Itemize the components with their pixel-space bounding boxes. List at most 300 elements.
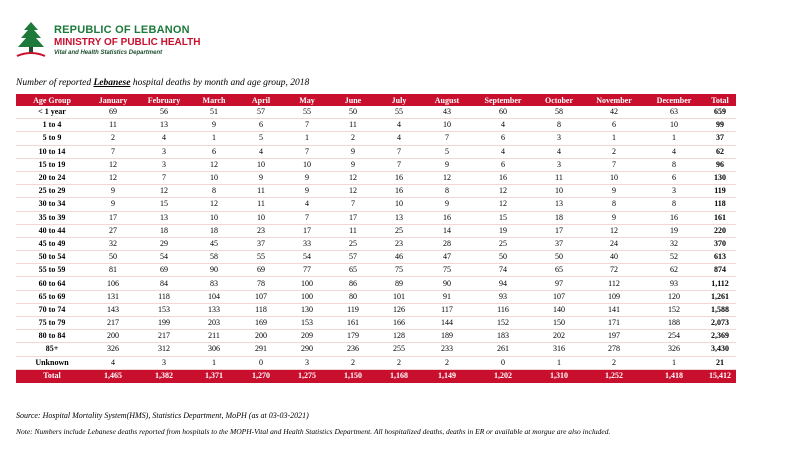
- total-cell: 1,465: [88, 369, 138, 383]
- table-cell: 25: [376, 224, 422, 237]
- table-cell: 9: [88, 185, 138, 198]
- table-row: [16, 119, 736, 132]
- table-cell: 10: [644, 119, 704, 132]
- table-cell: 5: [238, 132, 284, 145]
- table-cell: 104: [190, 290, 238, 303]
- table-cell: 89: [376, 277, 422, 290]
- table-cell: 12: [472, 185, 534, 198]
- age-group-cell: 45 to 49: [16, 237, 88, 250]
- table-cell: 143: [88, 303, 138, 316]
- table-cell: 50: [330, 106, 376, 119]
- table-cell: 12: [88, 171, 138, 184]
- total-cell: 1,275: [284, 369, 330, 383]
- table-cell: 80: [330, 290, 376, 303]
- table-cell: 316: [534, 343, 584, 356]
- table-cell: 200: [238, 330, 284, 343]
- table-cell: 141: [584, 303, 644, 316]
- total-cell: 1,310: [534, 369, 584, 383]
- table-cell: 14: [422, 224, 472, 237]
- table-row: [16, 251, 736, 264]
- total-cell: 15,412: [704, 369, 736, 383]
- table-cell: 24: [584, 237, 644, 250]
- source-note: Source: Hospital Mortality System(HMS), Statistics Department, MoPH (as at 03-03-2021): [16, 411, 309, 420]
- table-cell: 7: [330, 198, 376, 211]
- table-cell: 47: [422, 251, 472, 264]
- age-group-cell: 1 to 4: [16, 119, 88, 132]
- table-cell: 32: [644, 237, 704, 250]
- row-total-cell: 21: [704, 356, 736, 369]
- table-cell: 1: [584, 132, 644, 145]
- table-row: [16, 290, 736, 303]
- table-cell: 77: [284, 264, 330, 277]
- table-cell: 75: [376, 264, 422, 277]
- table-cell: 9: [422, 158, 472, 171]
- column-header: August: [422, 94, 472, 106]
- table-cell: 6: [584, 119, 644, 132]
- table-cell: 3: [138, 145, 190, 158]
- table-cell: 15: [472, 211, 534, 224]
- table-cell: 46: [376, 251, 422, 264]
- table-cell: 7: [422, 132, 472, 145]
- table-cell: 13: [376, 211, 422, 224]
- table-cell: 152: [472, 317, 534, 330]
- table-cell: 4: [138, 132, 190, 145]
- table-cell: 12: [88, 158, 138, 171]
- age-group-cell: < 1 year: [16, 106, 88, 119]
- table-cell: 90: [190, 264, 238, 277]
- table-cell: 7: [284, 211, 330, 224]
- table-cell: 12: [330, 185, 376, 198]
- age-group-cell: 85+: [16, 343, 88, 356]
- table-cell: 9: [284, 171, 330, 184]
- table-cell: 16: [472, 171, 534, 184]
- table-cell: 57: [330, 251, 376, 264]
- table-cell: 12: [584, 224, 644, 237]
- total-cell: 1,418: [644, 369, 704, 383]
- table-cell: 3: [284, 356, 330, 369]
- table-cell: 203: [190, 317, 238, 330]
- column-header: November: [584, 94, 644, 106]
- table-cell: 107: [238, 290, 284, 303]
- table-cell: 7: [284, 119, 330, 132]
- table-row: [16, 132, 736, 145]
- age-group-cell: 20 to 24: [16, 171, 88, 184]
- table-cell: 50: [88, 251, 138, 264]
- table-cell: 11: [330, 224, 376, 237]
- table-cell: 233: [422, 343, 472, 356]
- column-header: March: [190, 94, 238, 106]
- table-row: [16, 277, 736, 290]
- table-cell: 12: [472, 198, 534, 211]
- column-header: April: [238, 94, 284, 106]
- table-cell: 150: [534, 317, 584, 330]
- table-cell: 183: [472, 330, 534, 343]
- table-cell: 3: [534, 132, 584, 145]
- column-header: June: [330, 94, 376, 106]
- table-row: [16, 198, 736, 211]
- table-cell: 37: [238, 237, 284, 250]
- total-label-cell: Total: [16, 369, 88, 383]
- age-group-cell: 65 to 69: [16, 290, 88, 303]
- table-cell: 101: [376, 290, 422, 303]
- table-cell: 7: [376, 158, 422, 171]
- column-header: October: [534, 94, 584, 106]
- table-cell: 7: [376, 145, 422, 158]
- table-cell: 1: [190, 132, 238, 145]
- table-cell: 290: [284, 343, 330, 356]
- age-group-cell: 70 to 74: [16, 303, 88, 316]
- table-row: [16, 303, 736, 316]
- table-cell: 58: [534, 106, 584, 119]
- table-cell: 109: [584, 290, 644, 303]
- table-cell: 236: [330, 343, 376, 356]
- table-cell: 62: [644, 264, 704, 277]
- table-cell: 116: [472, 303, 534, 316]
- table-cell: 15: [138, 198, 190, 211]
- table-cell: 2: [584, 145, 644, 158]
- table-cell: 12: [190, 158, 238, 171]
- table-cell: 0: [238, 356, 284, 369]
- title-suffix: hospital deaths by month and age group, 2018: [130, 78, 310, 88]
- table-cell: 199: [138, 317, 190, 330]
- table-cell: 188: [644, 317, 704, 330]
- table-cell: 152: [644, 303, 704, 316]
- table-cell: 2: [422, 356, 472, 369]
- table-cell: 58: [190, 251, 238, 264]
- table-cell: 10: [238, 158, 284, 171]
- table-row: [16, 171, 736, 184]
- table-cell: 2: [376, 356, 422, 369]
- table-cell: 3: [138, 158, 190, 171]
- table-cell: 16: [644, 211, 704, 224]
- table-cell: 7: [284, 145, 330, 158]
- table-cell: 130: [284, 303, 330, 316]
- age-group-cell: 5 to 9: [16, 132, 88, 145]
- table-cell: 211: [190, 330, 238, 343]
- column-header: September: [472, 94, 534, 106]
- column-header: December: [644, 94, 704, 106]
- table-row: [16, 145, 736, 158]
- table-cell: 200: [88, 330, 138, 343]
- row-total-cell: 161: [704, 211, 736, 224]
- table-cell: 55: [376, 106, 422, 119]
- table-cell: 153: [284, 317, 330, 330]
- column-header: February: [138, 94, 190, 106]
- table-cell: 2: [330, 132, 376, 145]
- table-cell: 11: [330, 119, 376, 132]
- total-cell: 1,252: [584, 369, 644, 383]
- table-cell: 93: [644, 277, 704, 290]
- column-header: May: [284, 94, 330, 106]
- table-cell: 37: [534, 237, 584, 250]
- table-cell: 144: [422, 317, 472, 330]
- total-cell: 1,149: [422, 369, 472, 383]
- row-total-cell: 220: [704, 224, 736, 237]
- table-cell: 4: [238, 145, 284, 158]
- table-cell: 131: [88, 290, 138, 303]
- table-cell: 278: [584, 343, 644, 356]
- table-cell: 326: [644, 343, 704, 356]
- table-cell: 83: [190, 277, 238, 290]
- table-cell: 7: [138, 171, 190, 184]
- table-cell: 119: [330, 303, 376, 316]
- table-cell: 11: [534, 171, 584, 184]
- table-cell: 6: [472, 132, 534, 145]
- table-cell: 69: [88, 106, 138, 119]
- row-total-cell: 96: [704, 158, 736, 171]
- table-cell: 40: [584, 251, 644, 264]
- total-cell: 1,150: [330, 369, 376, 383]
- table-row: [16, 211, 736, 224]
- table-cell: 2: [88, 132, 138, 145]
- age-group-cell: 40 to 44: [16, 224, 88, 237]
- table-cell: 153: [138, 303, 190, 316]
- table-cell: 17: [88, 211, 138, 224]
- table-cell: 9: [88, 198, 138, 211]
- table-cell: 128: [376, 330, 422, 343]
- table-cell: 106: [88, 277, 138, 290]
- table-cell: 2: [584, 356, 644, 369]
- table-cell: 28: [422, 237, 472, 250]
- deaths-table: [16, 94, 736, 383]
- age-group-cell: 75 to 79: [16, 317, 88, 330]
- table-cell: 17: [284, 224, 330, 237]
- total-cell: 1,371: [190, 369, 238, 383]
- column-header: January: [88, 94, 138, 106]
- table-row: [16, 224, 736, 237]
- table-cell: 17: [330, 211, 376, 224]
- table-cell: 12: [330, 171, 376, 184]
- table-cell: 55: [238, 251, 284, 264]
- table-cell: 117: [422, 303, 472, 316]
- table-cell: 1: [534, 356, 584, 369]
- table-cell: 13: [138, 119, 190, 132]
- table-cell: 4: [472, 145, 534, 158]
- table-cell: 13: [534, 198, 584, 211]
- table-cell: 306: [190, 343, 238, 356]
- table-cell: 100: [284, 290, 330, 303]
- table-cell: 65: [534, 264, 584, 277]
- org-line-ministry: MINISTRY OF PUBLIC HEALTH: [54, 36, 201, 48]
- row-total-cell: 1,588: [704, 303, 736, 316]
- column-header: Total: [704, 94, 736, 106]
- table-cell: 55: [284, 106, 330, 119]
- table-cell: 0: [472, 356, 534, 369]
- table-cell: 91: [422, 290, 472, 303]
- table-cell: 6: [472, 158, 534, 171]
- table-cell: 90: [422, 277, 472, 290]
- total-cell: 1,270: [238, 369, 284, 383]
- table-cell: 57: [238, 106, 284, 119]
- column-header: Age Group: [16, 94, 88, 106]
- table-cell: 3: [138, 356, 190, 369]
- table-cell: 25: [330, 237, 376, 250]
- table-cell: 10: [376, 198, 422, 211]
- row-total-cell: 370: [704, 237, 736, 250]
- table-cell: 1: [190, 356, 238, 369]
- table-cell: 4: [376, 119, 422, 132]
- age-group-cell: 35 to 39: [16, 211, 88, 224]
- table-cell: 18: [138, 224, 190, 237]
- table-cell: 171: [584, 317, 644, 330]
- table-cell: 10: [190, 211, 238, 224]
- table-cell: 120: [644, 290, 704, 303]
- table-cell: 9: [284, 185, 330, 198]
- table-row: [16, 264, 736, 277]
- age-group-cell: Unknown: [16, 356, 88, 369]
- table-cell: 16: [422, 211, 472, 224]
- table-cell: 10: [190, 171, 238, 184]
- table-cell: 78: [238, 277, 284, 290]
- table-row: [16, 158, 736, 171]
- table-cell: 202: [534, 330, 584, 343]
- age-group-cell: 55 to 59: [16, 264, 88, 277]
- table-cell: 291: [238, 343, 284, 356]
- table-row: [16, 237, 736, 250]
- table-cell: 81: [88, 264, 138, 277]
- org-line-department: Vital and Health Statistics Department: [54, 49, 163, 56]
- table-cell: 118: [238, 303, 284, 316]
- table-cell: 1: [644, 356, 704, 369]
- table-cell: 50: [472, 251, 534, 264]
- table-row: [16, 106, 736, 119]
- table-cell: 52: [644, 251, 704, 264]
- table-cell: 72: [584, 264, 644, 277]
- table-cell: 8: [190, 185, 238, 198]
- table-cell: 97: [534, 277, 584, 290]
- table-cell: 8: [534, 119, 584, 132]
- age-group-cell: 50 to 54: [16, 251, 88, 264]
- row-total-cell: 118: [704, 198, 736, 211]
- table-cell: 7: [88, 145, 138, 158]
- table-cell: 11: [238, 185, 284, 198]
- table-cell: 118: [138, 290, 190, 303]
- table-cell: 1: [644, 132, 704, 145]
- table-row: [16, 356, 736, 369]
- table-cell: 8: [644, 198, 704, 211]
- table-row: [16, 343, 736, 356]
- table-cell: 254: [644, 330, 704, 343]
- ministry-header: [14, 16, 200, 64]
- table-cell: 9: [584, 185, 644, 198]
- table-cell: 326: [88, 343, 138, 356]
- table-cell: 33: [284, 237, 330, 250]
- table-cell: 69: [238, 264, 284, 277]
- table-cell: 32: [88, 237, 138, 250]
- table-cell: 9: [422, 198, 472, 211]
- table-cell: 18: [534, 211, 584, 224]
- table-cell: 60: [472, 106, 534, 119]
- table-cell: 9: [330, 145, 376, 158]
- org-line-republic: REPUBLIC OF LEBANON: [54, 23, 190, 36]
- title-prefix: Number of reported: [16, 78, 94, 88]
- table-cell: 12: [190, 198, 238, 211]
- age-group-cell: 25 to 29: [16, 185, 88, 198]
- table-title: [16, 78, 309, 88]
- table-cell: 189: [422, 330, 472, 343]
- table-cell: 169: [238, 317, 284, 330]
- table-cell: 8: [584, 198, 644, 211]
- age-group-cell: 80 to 84: [16, 330, 88, 343]
- table-cell: 4: [88, 356, 138, 369]
- table-cell: 13: [138, 211, 190, 224]
- table-cell: 29: [138, 237, 190, 250]
- row-total-cell: 99: [704, 119, 736, 132]
- table-cell: 1: [284, 132, 330, 145]
- table-cell: 2: [330, 356, 376, 369]
- table-cell: 16: [376, 185, 422, 198]
- total-row: [16, 369, 736, 383]
- table-cell: 100: [284, 277, 330, 290]
- table-cell: 23: [238, 224, 284, 237]
- table-cell: 9: [584, 211, 644, 224]
- table-cell: 209: [284, 330, 330, 343]
- table-cell: 10: [238, 211, 284, 224]
- table-cell: 10: [534, 185, 584, 198]
- title-emphasis: Lebanese: [93, 78, 131, 88]
- table-body: [16, 106, 736, 383]
- table-cell: 54: [284, 251, 330, 264]
- table-cell: 23: [376, 237, 422, 250]
- table-cell: 4: [284, 198, 330, 211]
- table-cell: 3: [534, 158, 584, 171]
- table-cell: 140: [534, 303, 584, 316]
- table-cell: 86: [330, 277, 376, 290]
- row-total-cell: 130: [704, 171, 736, 184]
- row-total-cell: 62: [704, 145, 736, 158]
- table-cell: 10: [584, 171, 644, 184]
- cedar-tree-icon: [14, 20, 48, 60]
- table-cell: 43: [422, 106, 472, 119]
- table-cell: 42: [584, 106, 644, 119]
- table-cell: 10: [422, 119, 472, 132]
- table-cell: 4: [472, 119, 534, 132]
- table-cell: 11: [88, 119, 138, 132]
- table-cell: 312: [138, 343, 190, 356]
- table-cell: 6: [644, 171, 704, 184]
- table-cell: 54: [138, 251, 190, 264]
- table-cell: 179: [330, 330, 376, 343]
- table-cell: 217: [88, 317, 138, 330]
- row-total-cell: 1,261: [704, 290, 736, 303]
- age-group-cell: 30 to 34: [16, 198, 88, 211]
- table-cell: 255: [376, 343, 422, 356]
- table-cell: 166: [376, 317, 422, 330]
- table-cell: 17: [534, 224, 584, 237]
- table-cell: 217: [138, 330, 190, 343]
- total-cell: 1,382: [138, 369, 190, 383]
- table-cell: 27: [88, 224, 138, 237]
- table-cell: 12: [138, 185, 190, 198]
- total-cell: 1,168: [376, 369, 422, 383]
- table-cell: 74: [472, 264, 534, 277]
- age-group-cell: 10 to 14: [16, 145, 88, 158]
- table-cell: 107: [534, 290, 584, 303]
- table-cell: 197: [584, 330, 644, 343]
- column-header: July: [376, 94, 422, 106]
- row-total-cell: 37: [704, 132, 736, 145]
- table-cell: 112: [584, 277, 644, 290]
- table-cell: 10: [284, 158, 330, 171]
- table-cell: 4: [376, 132, 422, 145]
- row-total-cell: 119: [704, 185, 736, 198]
- table-cell: 63: [644, 106, 704, 119]
- table-row: [16, 185, 736, 198]
- table-cell: 133: [190, 303, 238, 316]
- table-cell: 19: [472, 224, 534, 237]
- table-cell: 16: [376, 171, 422, 184]
- table-cell: 161: [330, 317, 376, 330]
